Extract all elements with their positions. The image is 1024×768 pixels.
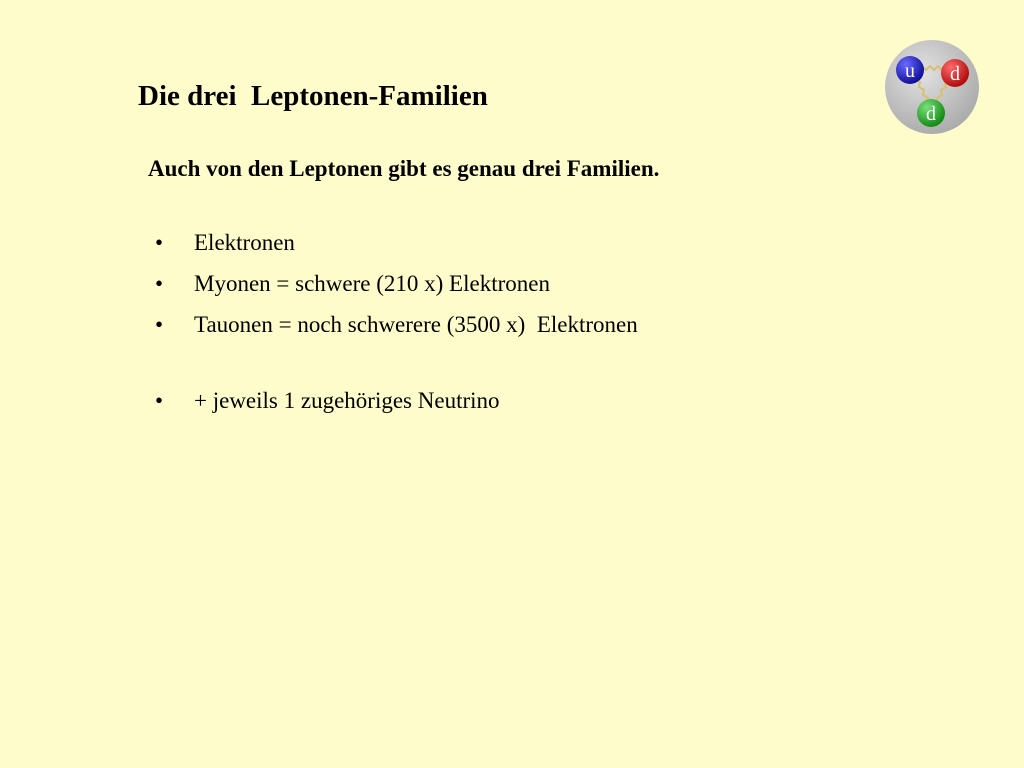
quark-d-green-label: d [926, 103, 936, 125]
slide-subtitle: Auch von den Leptonen gibt es genau drei Familien. [148, 156, 660, 181]
list-item-text: + jeweils 1 zugehöriges Neutrino [194, 388, 500, 413]
bullet-marker: • [155, 230, 164, 255]
bullet-marker: • [155, 388, 164, 413]
list-item [155, 386, 500, 506]
quark-u-icon [896, 56, 924, 84]
quark-d-red-icon [941, 59, 969, 87]
slide-title: Die drei Leptonen-Familien [138, 80, 488, 112]
bullet-marker: • [155, 271, 164, 296]
quark-triplet-icon [884, 39, 980, 135]
quark-u-label: u [905, 60, 915, 82]
quark-d-red-label: d [950, 63, 960, 85]
list-item-text: Tauonen = noch schwerere (3500 x) Elektronen [194, 312, 638, 337]
list-item-text: Myonen = schwere (210 x) Elektronen [194, 271, 550, 296]
quark-d-green-icon [917, 99, 945, 127]
bullet-marker: • [155, 312, 164, 337]
list-item-text: Elektronen [194, 230, 295, 255]
